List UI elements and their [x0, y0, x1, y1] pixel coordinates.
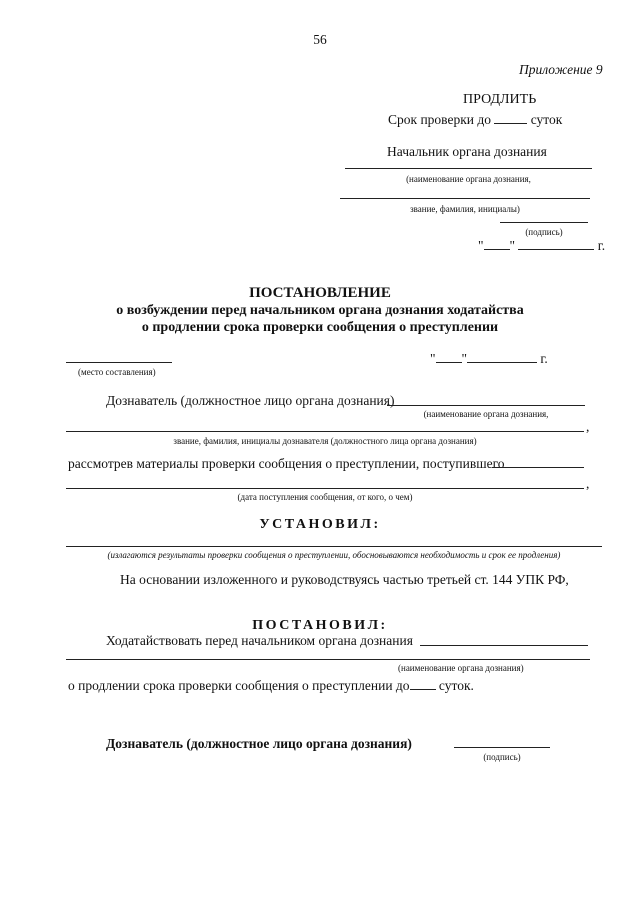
rank-line[interactable] — [340, 198, 590, 199]
doc-day-blank[interactable] — [436, 351, 462, 363]
extend-text: о продлении срока проверки сообщения о преступлении до суток. — [68, 678, 474, 693]
inquirer-org-line[interactable] — [387, 405, 585, 406]
approval-extend: ПРОДЛИТЬ — [463, 92, 537, 107]
caption-sign: (подпись) — [525, 227, 563, 237]
legal-basis: На основании изложенного и руководствуясь частью третьей ст. 144 УПК РФ, — [120, 572, 569, 587]
resolved-heading: ПОСТАНОВИЛ: — [252, 618, 388, 633]
established-heading: УСТАНОВИЛ: — [259, 517, 381, 532]
approval-head: Начальник органа дознания — [387, 144, 547, 159]
appendix-label: Приложение 9 — [519, 62, 603, 77]
final-signature-line[interactable] — [454, 747, 550, 748]
caption-rank: звание, фамилия, инициалы) — [410, 204, 520, 214]
inquirer-comma: , — [586, 419, 590, 434]
caption-inquirer-rank: звание, фамилия, инициалы дознавателя (должностного лица органа дознания) — [173, 436, 477, 446]
materials-text: рассмотрев материалы проверки сообщения о преступлении, поступившего — [68, 456, 505, 471]
caption-petition-org: (наименование органа дознания) — [398, 663, 524, 673]
inquirer-label: Дознаватель (должностное лицо органа дознания) — [106, 393, 395, 408]
materials-comma: , — [586, 476, 590, 491]
materials-line-2[interactable] — [66, 488, 584, 489]
document-date: " " г. — [430, 351, 548, 366]
materials-line-1[interactable] — [492, 467, 584, 468]
doc-month-blank[interactable] — [467, 351, 537, 363]
extend-days-blank[interactable] — [410, 678, 436, 690]
org-line[interactable] — [345, 168, 592, 169]
place-line[interactable] — [66, 362, 172, 363]
caption-inquirer-org: (наименование органа дознания, — [423, 409, 549, 419]
approval-month-blank[interactable] — [518, 238, 594, 250]
caption-materials: (дата поступления сообщения, от кого, о чем) — [237, 492, 413, 502]
inquirer-rank-line[interactable] — [66, 431, 584, 432]
signature-line[interactable] — [500, 222, 588, 223]
document-subtitle-2: о продлении срока проверки сообщения о преступлении — [141, 320, 499, 335]
caption-org: (наименование органа дознания, — [406, 174, 531, 184]
caption-place: (место составления) — [78, 367, 156, 377]
term-days-blank[interactable] — [494, 112, 527, 124]
petition-line-1[interactable] — [420, 645, 588, 646]
petition-text: Ходатайствовать перед начальником органа дознания — [106, 633, 413, 648]
signature-label: Дознаватель (должностное лицо органа дознания) — [106, 736, 412, 751]
caption-final-sign: (подпись) — [483, 752, 521, 762]
established-line[interactable] — [66, 546, 602, 547]
page-number: 56 — [313, 32, 327, 47]
approval-day-blank[interactable] — [484, 238, 510, 250]
document-subtitle-1: о возбуждении перед начальником органа дознания ходатайства — [116, 303, 524, 318]
caption-established: (излагаются результаты проверки сообщения о преступлении, обосновываются необходимость и срок ее продления) — [107, 550, 561, 560]
approval-term: Срок проверки до суток — [388, 112, 563, 127]
document-title: ПОСТАНОВЛЕНИЕ — [249, 285, 391, 301]
approval-date: " " г. — [478, 238, 606, 253]
petition-line-2[interactable] — [66, 659, 590, 660]
